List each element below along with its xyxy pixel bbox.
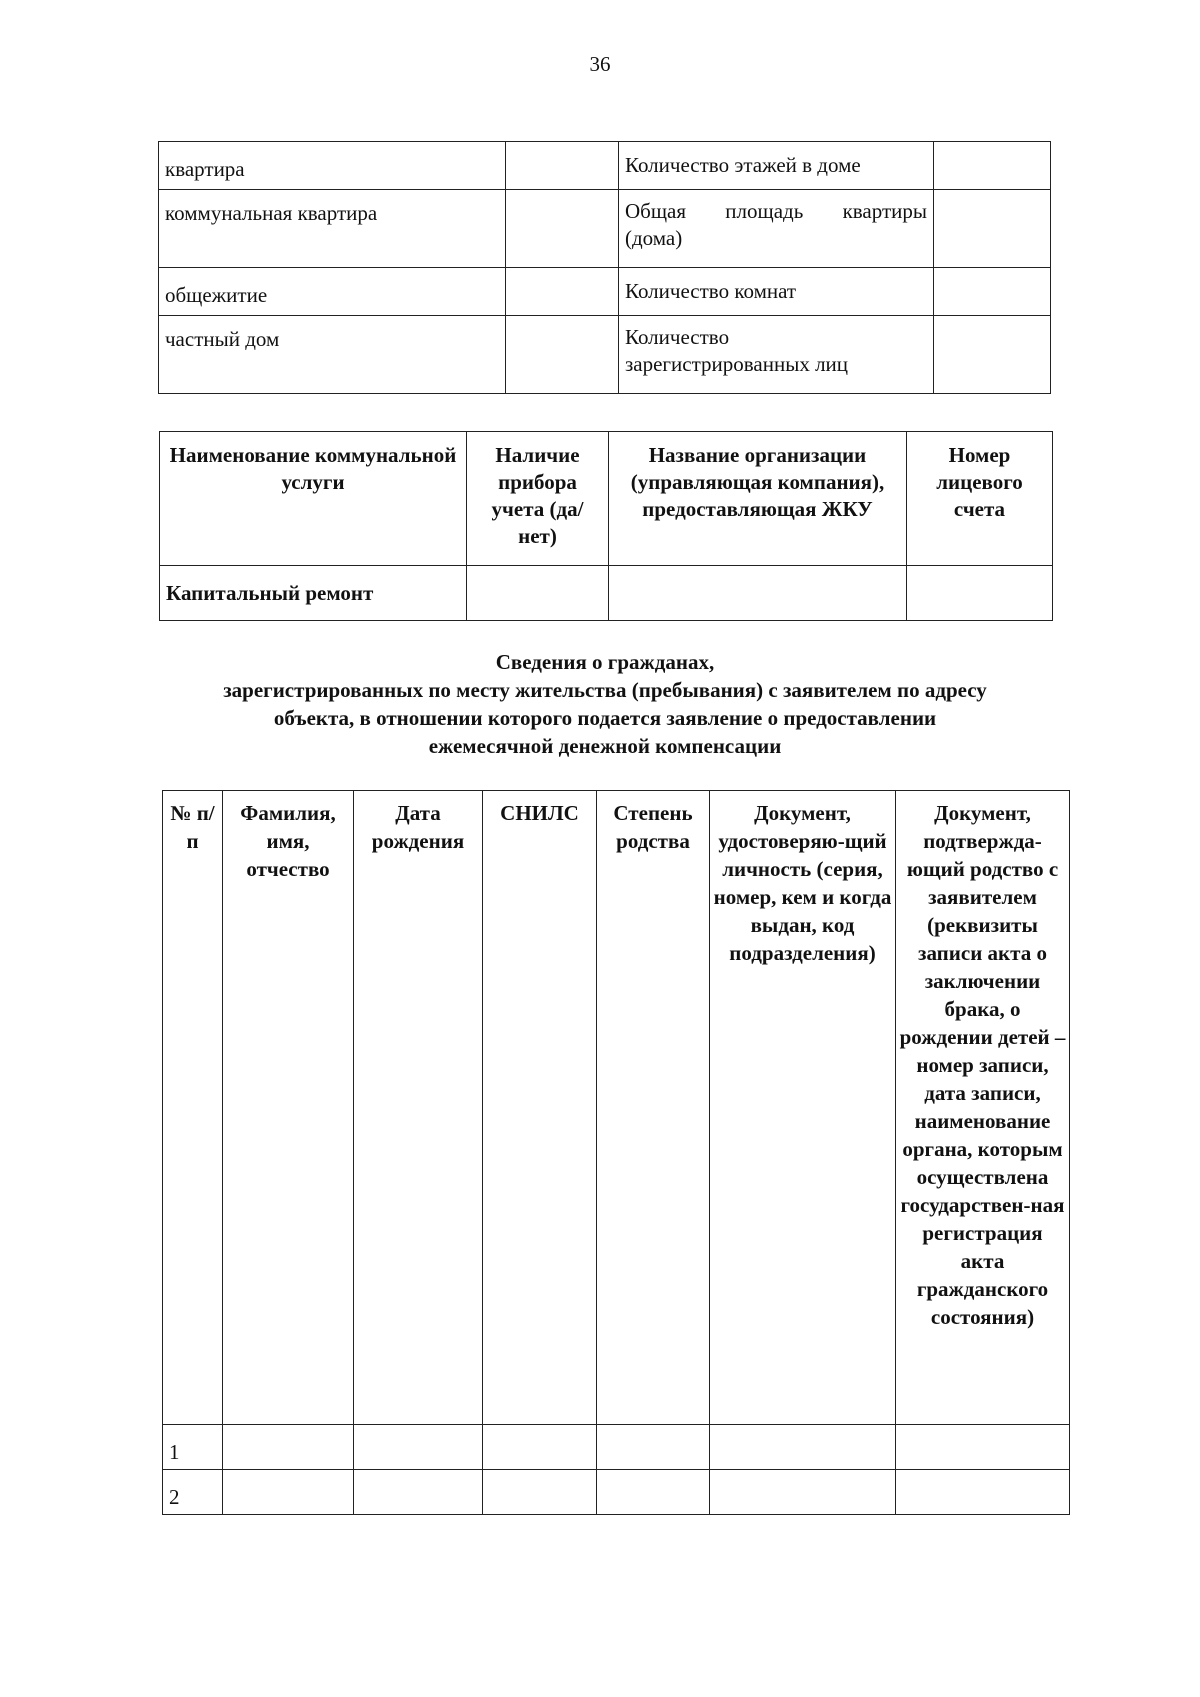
organization-cell[interactable]: [609, 566, 907, 621]
table-row: [159, 316, 1051, 394]
identity-document-cell[interactable]: [710, 1425, 896, 1470]
housing-type-mark-cell[interactable]: [506, 142, 619, 190]
kinship-document-cell[interactable]: [896, 1470, 1070, 1515]
housing-type-label: частный дом: [159, 316, 506, 394]
housing-param-label-line: зарегистрированных лиц: [625, 352, 849, 376]
column-header-kinship-document: Документ, подтвержда-ющий родство с заявителем (реквизиты записи акта о заключении брака, о рождении детей – номер записи, дата записи, наименование органа, которым осуществлена государствен-ная регистрация акта гражданского состояния): [896, 791, 1070, 1425]
birth-date-cell[interactable]: [354, 1425, 483, 1470]
page-number: 36: [589, 52, 611, 76]
column-header-identity-document: Документ, удостоверяю-щий личность (серия, номер, кем и когда выдан, код подразделения): [710, 791, 896, 1425]
table-row: [159, 268, 1051, 316]
column-header-relation: Степень родства: [597, 791, 710, 1425]
housing-param-label: Количество этажей в доме: [619, 142, 934, 190]
housing-param-label-line: Количество: [625, 325, 730, 349]
housing-table: [158, 141, 1051, 394]
column-header-service-name: Наименование коммунальной услуги: [160, 432, 467, 566]
snils-cell[interactable]: [483, 1470, 597, 1515]
housing-param-label-line: Общая площадь квартиры: [625, 199, 927, 223]
snils-cell[interactable]: [483, 1425, 597, 1470]
column-header-account-number: Номер лицевого счета: [907, 432, 1053, 566]
citizens-table: [162, 790, 1070, 1515]
relation-cell[interactable]: [597, 1425, 710, 1470]
section-title-line: зарегистрированных по месту жительства (пребывания) с заявителем по адресу: [223, 678, 987, 702]
housing-type-label: квартира: [159, 142, 506, 190]
table-row: [159, 190, 1051, 268]
table-row: [163, 1470, 1070, 1515]
account-number-cell[interactable]: [907, 566, 1053, 621]
services-table: [159, 431, 1053, 621]
housing-param-value-cell[interactable]: [934, 190, 1051, 268]
row-number-cell: 1: [163, 1425, 223, 1470]
housing-param-value-cell[interactable]: [934, 268, 1051, 316]
table-row: [163, 1425, 1070, 1470]
housing-type-mark-cell[interactable]: [506, 190, 619, 268]
housing-param-label-line: (дома): [625, 226, 683, 250]
housing-param-label: [619, 316, 934, 394]
column-header-snils: СНИЛС: [483, 791, 597, 1425]
housing-param-value-cell[interactable]: [934, 316, 1051, 394]
table-header-row: [160, 432, 1053, 566]
section-title-line: Сведения о гражданах,: [495, 650, 715, 674]
section-title: [150, 648, 1060, 760]
row-number-cell: 2: [163, 1470, 223, 1515]
column-header-full-name: Фамилия, имя, отчество: [223, 791, 354, 1425]
identity-document-cell[interactable]: [710, 1470, 896, 1515]
birth-date-cell[interactable]: [354, 1470, 483, 1515]
housing-param-label: Количество комнат: [619, 268, 934, 316]
full-name-cell[interactable]: [223, 1425, 354, 1470]
housing-type-mark-cell[interactable]: [506, 316, 619, 394]
column-header-organization: Название организации (управляющая компания), предоставляющая ЖКУ: [609, 432, 907, 566]
table-row: [159, 142, 1051, 190]
housing-param-label: [619, 190, 934, 268]
section-title-line: ежемесячной денежной компенсации: [428, 734, 782, 758]
table-row: [160, 566, 1053, 621]
full-name-cell[interactable]: [223, 1470, 354, 1515]
section-title-line: объекта, в отношении которого подается заявление о предоставлении: [273, 706, 937, 730]
housing-type-mark-cell[interactable]: [506, 268, 619, 316]
housing-type-label: общежитие: [159, 268, 506, 316]
housing-type-label: коммунальная квартира: [159, 190, 506, 268]
housing-param-value-cell[interactable]: [934, 142, 1051, 190]
meter-cell[interactable]: [467, 566, 609, 621]
table-header-row: [163, 791, 1070, 1425]
column-header-number: № п/п: [163, 791, 223, 1425]
service-name-cell: Капитальный ремонт: [160, 566, 467, 621]
column-header-meter: Наличие прибора учета (да/нет): [467, 432, 609, 566]
kinship-document-cell[interactable]: [896, 1425, 1070, 1470]
relation-cell[interactable]: [597, 1470, 710, 1515]
column-header-birth-date: Дата рождения: [354, 791, 483, 1425]
